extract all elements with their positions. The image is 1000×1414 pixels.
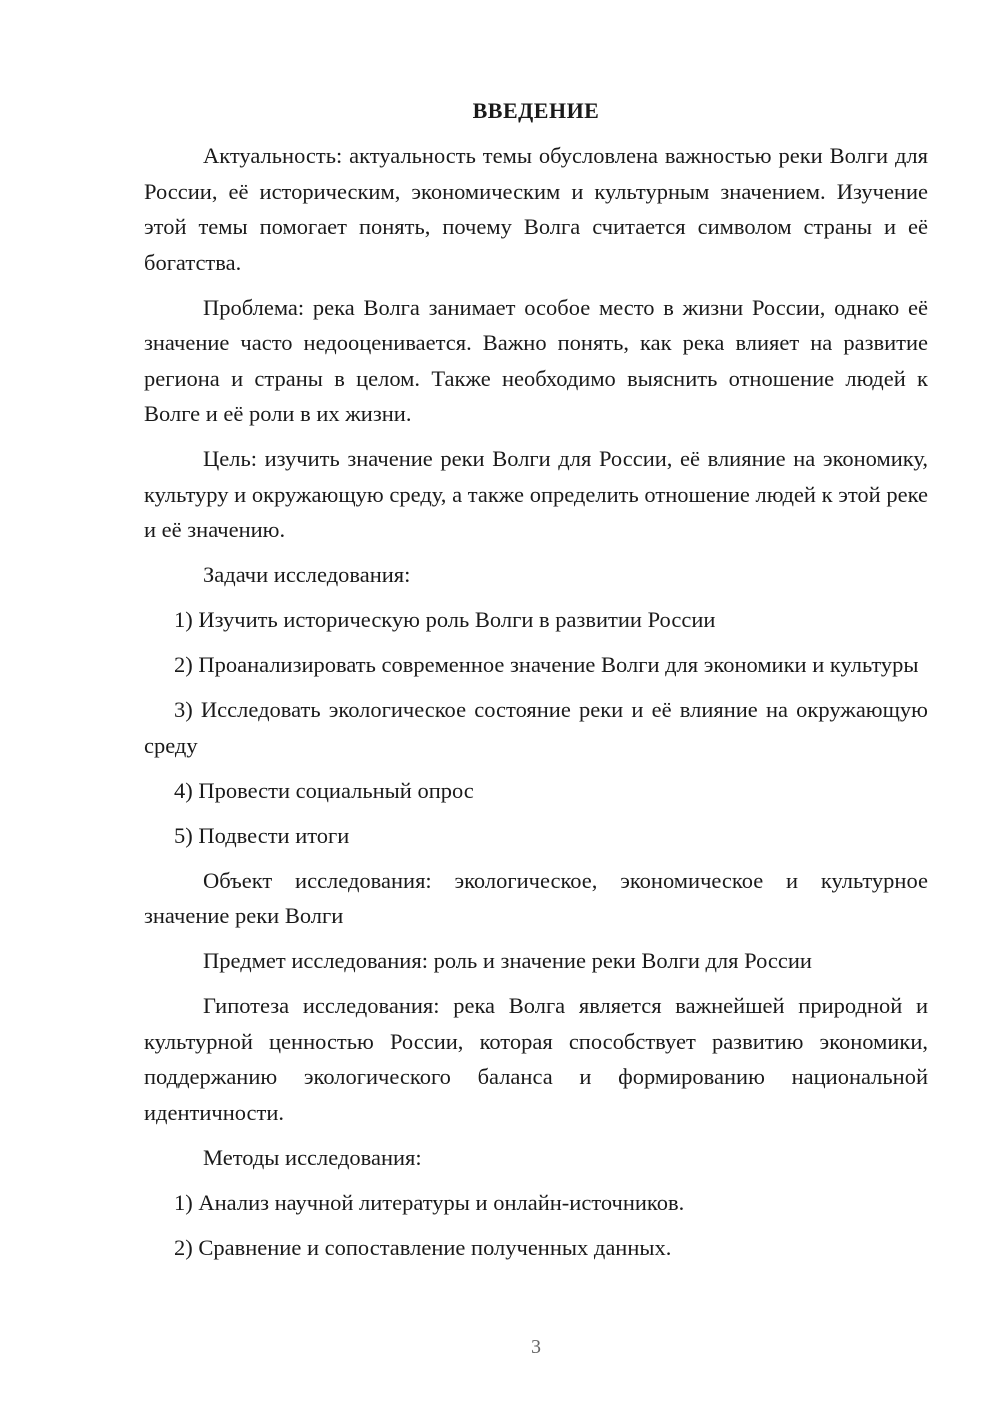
list-item-task-3: 3) Исследовать экологическое состояние реки и её влияние на окружающую среду	[144, 697, 928, 758]
list-item-task-1: 1) Изучить историческую роль Волги в развитии России	[174, 607, 716, 632]
page-number: 3	[531, 1336, 541, 1358]
list-item-task-4: 4) Провести социальный опрос	[174, 777, 474, 803]
paragraph-problem: Проблема: река Волга занимает особое место в жизни России, однако её значение часто недооценивается. Важно понять, как река влияет на развитие региона и страны в целом. Также необходимо выяснить отношение людей к Волге и её роли в их жизни.	[144, 294, 928, 426]
list-item-task-5: 5) Подвести итоги	[174, 822, 350, 848]
paragraph-object: Объект исследования: экологическое, экономическое и культурное значение реки Волги	[144, 867, 928, 928]
list-item-task-2: 2) Проанализировать современное значение Волги для экономики и культуры	[174, 652, 919, 677]
section-title: ВВЕДЕНИЕ	[472, 98, 600, 123]
paragraph-subject: Предмет исследования: роль и значение реки Волги для России	[203, 948, 812, 973]
paragraph-methods-heading: Методы исследования:	[203, 1144, 422, 1170]
paragraph-goal: Цель: изучить значение реки Волги для России, её влияние на экономику, культуру и окружающую среду, а также определить отношение людей к этой реке и её значению.	[144, 446, 928, 542]
paragraph-relevance: Актуальность: актуальность темы обусловлена важностью реки Волги для России, её историческим, экономическим и культурным значением. Изучение этой темы помогает понять, почему Волга считается символом страны и её богатства.	[144, 143, 928, 275]
paragraph-hypothesis: Гипотеза исследования: река Волга является важнейшей природной и культурной ценностью России, которая способствует развитию экономики, поддержанию экологического баланса и формированию национальной идентичности.	[144, 993, 928, 1125]
list-item-method-1: 1) Анализ научной литературы и онлайн-источников.	[174, 1189, 685, 1215]
paragraph-tasks-heading: Задачи исследования:	[203, 562, 411, 587]
list-item-method-2: 2) Сравнение и сопоставление полученных данных.	[174, 1234, 672, 1260]
page-content	[144, 96, 928, 1265]
